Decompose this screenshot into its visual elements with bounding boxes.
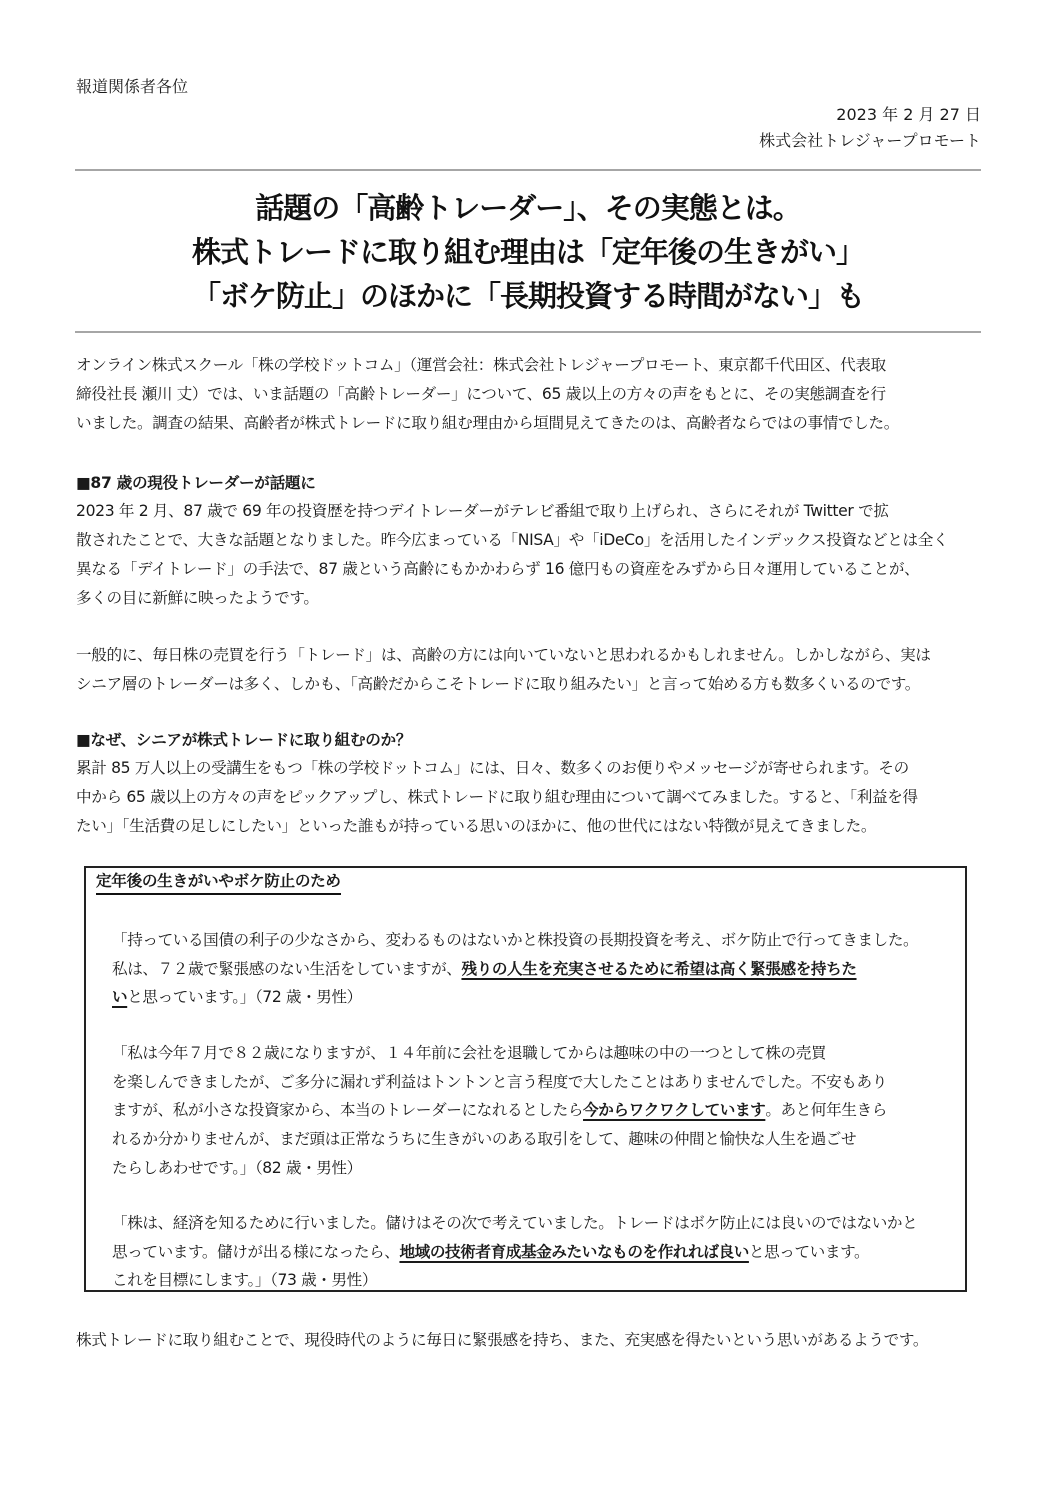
closing-paragraph — [76, 1326, 982, 1355]
headline-line-2: 株式トレードに取り組む理由は「定年後の生きがい」 — [191, 235, 864, 269]
section-heading-2: ■なぜ、シニアが株式トレードに取り組むのか？ — [76, 731, 412, 749]
divider-bottom — [75, 331, 981, 333]
quote-text: ますが、私が小さな投資家から、本当のトレーダーになれるとしたら — [112, 1101, 584, 1120]
section2-line: 累計 85 万人以上の受講生をもつ「株の学校ドットコム」には、日々、数多くのお便りやメッセージが寄せられます。その — [76, 759, 909, 777]
section1-line: 異なる「デイトレード」の手法で、87 歳という高齢にもかかわらず 16 億円もの資産をみずから日々運用していることが、 — [76, 560, 920, 578]
testimonial-quote-1 — [112, 926, 952, 1012]
section-heading-1: ■87 歳の現役トレーダーが話題に — [76, 474, 316, 492]
quote-emphasis: 地域の技術者育成基金みたいなものを作れれば良い — [399, 1242, 749, 1261]
quote-line: 「株は、経済を知るために行いました。儲けはその次で考えていました。トレードはボケ防止には良いのではないかと — [112, 1214, 918, 1232]
quote-text: 。あと何年生きら — [765, 1101, 887, 1120]
quote-line — [112, 1096, 952, 1125]
quote-line: 「持っている国債の利子の少なさから、変わるものはないかと株投資の長期投資を考え、ボケ防止で行ってきました。 — [112, 931, 919, 949]
addressee: 報道関係者各位 — [76, 77, 189, 96]
quote-line: を楽しんできましたが、ご多分に漏れず利益はトントンと言う程度で大したことはありませんでした。不安もあり — [112, 1072, 887, 1091]
section1-line: 2023 年 2 月、87 歳で 69 年の投資歴を持つデイトレーダーがテレビ番組で取り上げられ、さらにそれが Twitter で拡 — [76, 502, 889, 520]
quote-text: と思っています。 — [748, 1242, 870, 1261]
intro-line: オンライン株式スクール「株の学校ドットコム」（運営会社：株式会社トレジャープロモート、東京都千代田区、代表取 — [76, 356, 886, 374]
headline-line-3: 「ボケ防止」のほかに「長期投資する時間がない」も — [191, 279, 864, 313]
quote-line — [112, 1238, 952, 1267]
section2-paragraph — [76, 754, 982, 841]
company-name: 株式会社トレジャープロモート — [759, 131, 981, 150]
quote-emphasis: 残りの人生を充実させるために希望は高く緊張感を持ちた — [461, 959, 857, 978]
quote-line: これを目標にします。」（73 歳・男性） — [112, 1271, 378, 1290]
quote-line — [112, 955, 952, 984]
quote-text: 思っています。儲けが出る様になったら、 — [112, 1242, 400, 1261]
section2-line: 中から 65 歳以上の方々の声をピックアップし、株式トレードに取り組む理由について調べてみました。すると、「利益を得 — [76, 788, 918, 806]
quote-line — [112, 983, 952, 1012]
quote-line: 「私は今年７月で８２歳になりますが、１４年前に会社を退職してからは趣味の中の一つとして株の売買 — [112, 1044, 827, 1062]
testimonial-quote-2 — [112, 1039, 952, 1183]
quote-line: れるか分かりませんが、まだ頭は正常なうちに生きがいのある取引をして、趣味の仲間と愉快な人生を過ごせ — [112, 1130, 857, 1149]
divider-top — [75, 169, 981, 171]
section1-line: 多くの目に新鮮に映ったようです。 — [76, 589, 319, 607]
section1-para2-line: シニア層のトレーダーは多く、しかも、「高齢だからこそトレードに取り組みたい」と言って始める方も数多くいるのです。 — [76, 675, 920, 693]
intro-line: いました。調査の結果、高齢者が株式トレードに取り組む理由から垣間見えてきたのは、高齢者ならではの事情でした。 — [76, 414, 900, 432]
intro-paragraph — [76, 351, 982, 438]
section1-paragraph — [76, 497, 982, 613]
closing-line: 株式トレードに取り組むことで、現役時代のように毎日に緊張感を持ち、また、充実感を得たいという思いがあるようです。 — [76, 1331, 929, 1349]
quote-text: と思っています。」（72 歳・男性） — [127, 988, 362, 1007]
intro-line: 締役社長 瀬川 丈）では、いま話題の「高齢トレーダー」について、65 歳以上の方々の声をもとに、その実態調査を行 — [76, 385, 886, 403]
quote-emphasis: 今からワクワクしています — [583, 1101, 766, 1120]
section2-line: たい」「生活費の足しにしたい」といった誰もが持っている思いのほかに、他の世代にはない特徴が見えてきました。 — [76, 817, 877, 835]
release-date: 2023 年 2 月 27 日 — [836, 105, 981, 124]
headline-line-1: 話題の「高齢トレーダー」、その実態とは。 — [255, 191, 801, 225]
section1-para2-line: 一般的に、毎日株の売買を行う「トレード」は、高齢の方には向いていないと思われるかもしれません。しかしながら、実は — [76, 646, 931, 664]
testimonial-quote-3 — [112, 1209, 952, 1295]
quote-line: たらしあわせです。」（82 歳・男性） — [112, 1158, 362, 1177]
quote-emphasis: い — [112, 988, 128, 1007]
headline — [75, 186, 981, 318]
testimonial-box-title: 定年後の生きがいやボケ防止のため — [96, 869, 341, 895]
section1-paragraph-2 — [76, 641, 982, 699]
section1-line: 散されたことで、大きな話題となりました。昨今広まっている「NISA」や「iDeCo」を活用したインデックス投資などとは全く — [76, 531, 949, 549]
quote-text: 私は、７２歳で緊張感のない生活をしていますが、 — [112, 959, 462, 978]
